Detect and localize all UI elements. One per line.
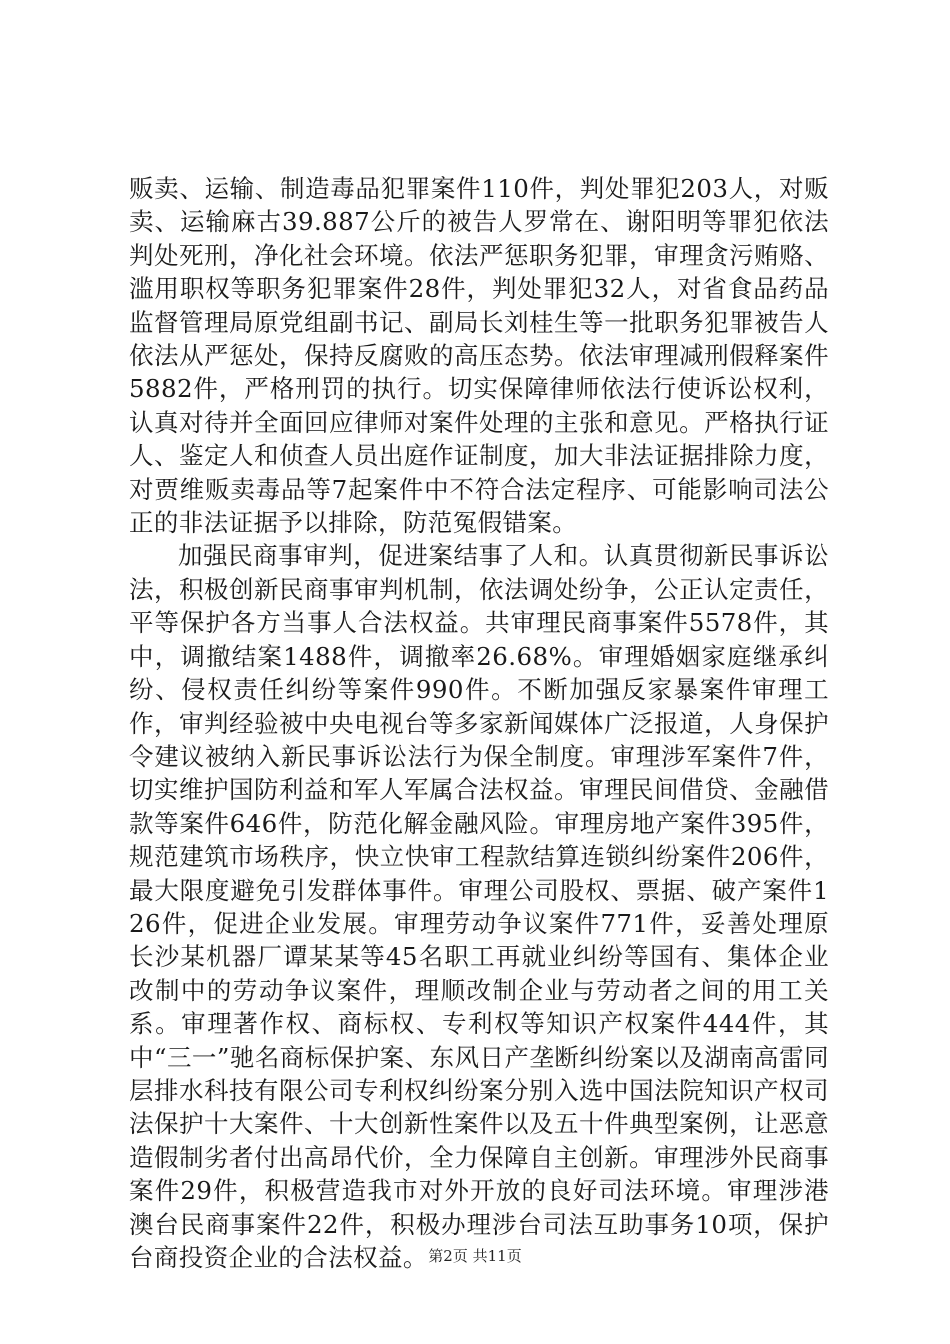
document-body [129, 172, 829, 1274]
body-paragraph: 加强民商事审判，促进案结事了人和。认真贯彻新民事诉讼法，积极创新民商事审判机制，依法调处纷争，公正认定责任，平等保护各方当事人合法权益。共审理民商事案件5578件，其中，调撤结案1488件，调撤率26.68%。审理婚姻家庭继承纠纷、侵权责任纠纷等案件990件。不断加强反家暴案件审理工作，审判经验被中央电视台等多家新闻媒体广泛报道，人身保护令建议被纳入新民事诉讼法行为保全制度。审理涉军案件7件，切实维护国防利益和军人军属合法权益。审理民间借贷、金融借款等案件646件，防范化解金融风险。审理房地产案件395件，规范建筑市场秩序，快立快审工程款结算连锁纠纷案件206件，最大限度避免引发群体事件。审理公司股权、票据、破产案件126件，促进企业发展。审理劳动争议案件771件，妥善处理原长沙某机器厂谭某某等45名职工再就业纠纷等国有、集体企业改制中的劳动争议案件，理顺改制企业与劳动者之间的用工关系。审理著作权、商标权、专利权等知识产权案件444件，其中“三一”驰名商标保护案、东风日产垄断纠纷案以及湖南高雷同层排水科技有限公司专利权纠纷案分别入选中国法院知识产权司法保护十大案件、十大创新性案件以及五十件典型案例，让恶意造假制劣者付出高昂代价，全力保障自主创新。审理涉外民商事案件29件，积极营造我市对外开放的良好司法环境。审理涉港澳台民商事案件22件，积极办理涉台司法互助事务10项，保护台商投资企业的合法权益。 [129, 541, 829, 1272]
body-paragraph: 贩卖、运输、制造毒品犯罪案件110件，判处罪犯203人，对贩卖、运输麻古39.887公斤的被告人罗常在、谢阳明等罪犯依法判处死刑，净化社会环境。依法严惩职务犯罪，审理贪污贿赂、滥用职权等职务犯罪案件28件，判处罪犯32人，对省食品药品监督管理局原党组副书记、副局长刘桂生等一批职务犯罪被告人依法从严惩处，保持反腐败的高压态势。依法审理减刑假释案件5882件，严格刑罚的执行。切实保障律师依法行使诉讼权利，认真对待并全面回应律师对案件处理的主张和意见。严格执行证人、鉴定人和侦查人员出庭作证制度，加大非法证据排除力度，对贾维贩卖毒品等7起案件中不符合法定程序、可能影响司法公正的非法证据予以排除，防范冤假错案。 [129, 174, 829, 538]
page-number-footer: 第2页 共11页 [428, 1247, 522, 1265]
